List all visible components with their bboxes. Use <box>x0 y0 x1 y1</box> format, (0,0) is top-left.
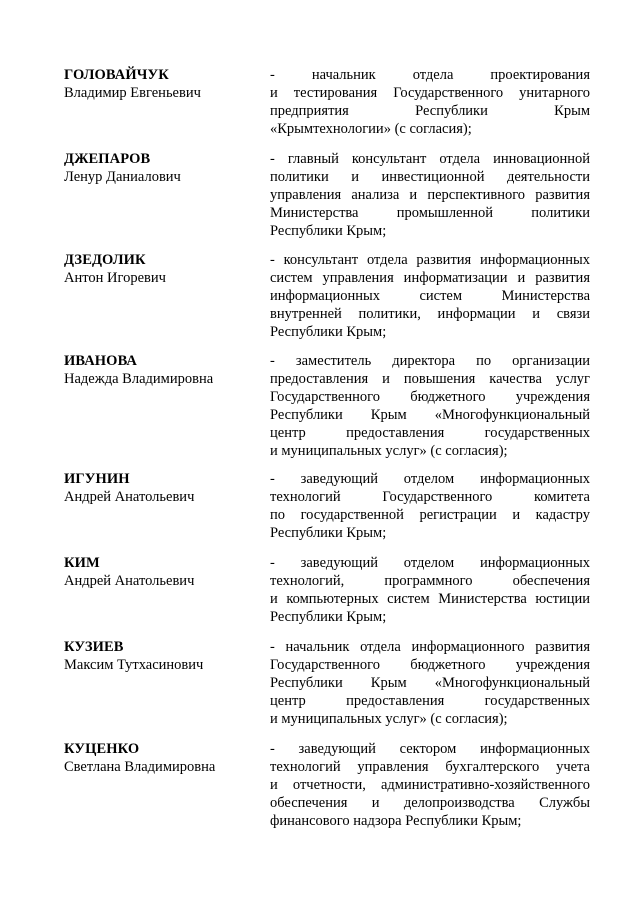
description-line: Государственного бюджетного учреждения <box>270 657 590 673</box>
member-description <box>270 470 590 542</box>
description-line: информационных систем Министерства <box>270 288 590 304</box>
description-line: внутренней политики, информации и связи <box>270 306 590 322</box>
member-name <box>64 251 264 287</box>
description-line: центр предоставления государственных <box>270 693 590 709</box>
member-name <box>64 470 264 506</box>
member-surname: КУЗИЕВ <box>64 639 124 655</box>
description-line: финансового надзора Республики Крым; <box>270 813 522 829</box>
description-line: и муниципальных услуг» (с согласия); <box>270 711 508 727</box>
description-line: и компьютерных систем Министерства юстиции <box>270 591 590 607</box>
member-surname: ИГУНИН <box>64 471 130 487</box>
description-line: - начальник отдела проектирования <box>270 67 590 83</box>
description-line: - заведующий отделом информационных <box>270 471 590 487</box>
member-description <box>270 740 590 830</box>
member-name <box>64 66 264 102</box>
description-line: и муниципальных услуг» (с согласия); <box>270 443 508 459</box>
member-given-name: Андрей Анатольевич <box>64 489 195 505</box>
member-name <box>64 740 264 776</box>
description-line: Республики Крым; <box>270 324 387 340</box>
description-line: политики и инвестиционной деятельности <box>270 169 590 185</box>
member-given-name: Владимир Евгеньевич <box>64 85 201 101</box>
description-line: Республики Крым; <box>270 525 387 541</box>
member-given-name: Антон Игоревич <box>64 270 166 286</box>
description-line: - заведующий сектором информационных <box>270 741 590 757</box>
member-name <box>64 150 264 186</box>
member-description <box>270 66 590 138</box>
description-line: «Крымтехнологии» (с согласия); <box>270 121 472 137</box>
member-given-name: Максим Тутхасинович <box>64 657 204 673</box>
member-description <box>270 638 590 728</box>
member-surname: ИВАНОВА <box>64 353 137 369</box>
description-line: Республики Крым; <box>270 609 387 625</box>
description-line: - начальник отдела информационного развития <box>270 639 590 655</box>
member-surname: КИМ <box>64 555 100 571</box>
member-given-name: Надежда Владимировна <box>64 371 214 387</box>
description-line: обеспечения и делопроизводства Службы <box>270 795 590 811</box>
description-line: технологий управления бухгалтерского учета <box>270 759 590 775</box>
member-name <box>64 638 264 674</box>
member-surname: ДЖЕПАРОВ <box>64 151 151 167</box>
description-line: Государственного бюджетного учреждения <box>270 389 590 405</box>
description-line: - заместитель директора по организации <box>270 353 590 369</box>
description-line: Республики Крым «Многофункциональный <box>270 407 590 423</box>
member-description <box>270 150 590 240</box>
member-given-name: Светлана Владимировна <box>64 759 216 775</box>
member-surname: ГОЛОВАЙЧУК <box>64 67 169 83</box>
description-line: предоставления и повышения качества услуг <box>270 371 590 387</box>
member-name <box>64 554 264 590</box>
description-line: управления анализа и перспективного развития <box>270 187 590 203</box>
member-surname: КУЦЕНКО <box>64 741 140 757</box>
description-line: и тестирования Государственного унитарного <box>270 85 590 101</box>
member-description <box>270 352 590 460</box>
description-line: Республики Крым «Многофункциональный <box>270 675 590 691</box>
description-line: Республики Крым; <box>270 223 387 239</box>
member-given-name: Андрей Анатольевич <box>64 573 195 589</box>
member-surname: ДЗЕДОЛИК <box>64 252 146 268</box>
description-line: центр предоставления государственных <box>270 425 590 441</box>
member-description <box>270 554 590 626</box>
member-description <box>270 251 590 341</box>
description-line: и отчетности, административно-хозяйственного <box>270 777 590 793</box>
description-line: - консультант отдела развития информационных <box>270 252 590 268</box>
description-line: - заведующий отделом информационных <box>270 555 590 571</box>
description-line: предприятия Республики Крым <box>270 103 590 119</box>
description-line: систем управления информатизации и развития <box>270 270 590 286</box>
description-line: технологий Государственного комитета <box>270 489 590 505</box>
description-line: технологий, программного обеспечения <box>270 573 590 589</box>
member-name <box>64 352 264 388</box>
description-line: - главный консультант отдела инновационной <box>270 151 590 167</box>
description-line: Министерства промышленной политики <box>270 205 590 221</box>
description-line: по государственной регистрации и кадастру <box>270 507 590 523</box>
member-given-name: Ленур Даниалович <box>64 169 181 185</box>
